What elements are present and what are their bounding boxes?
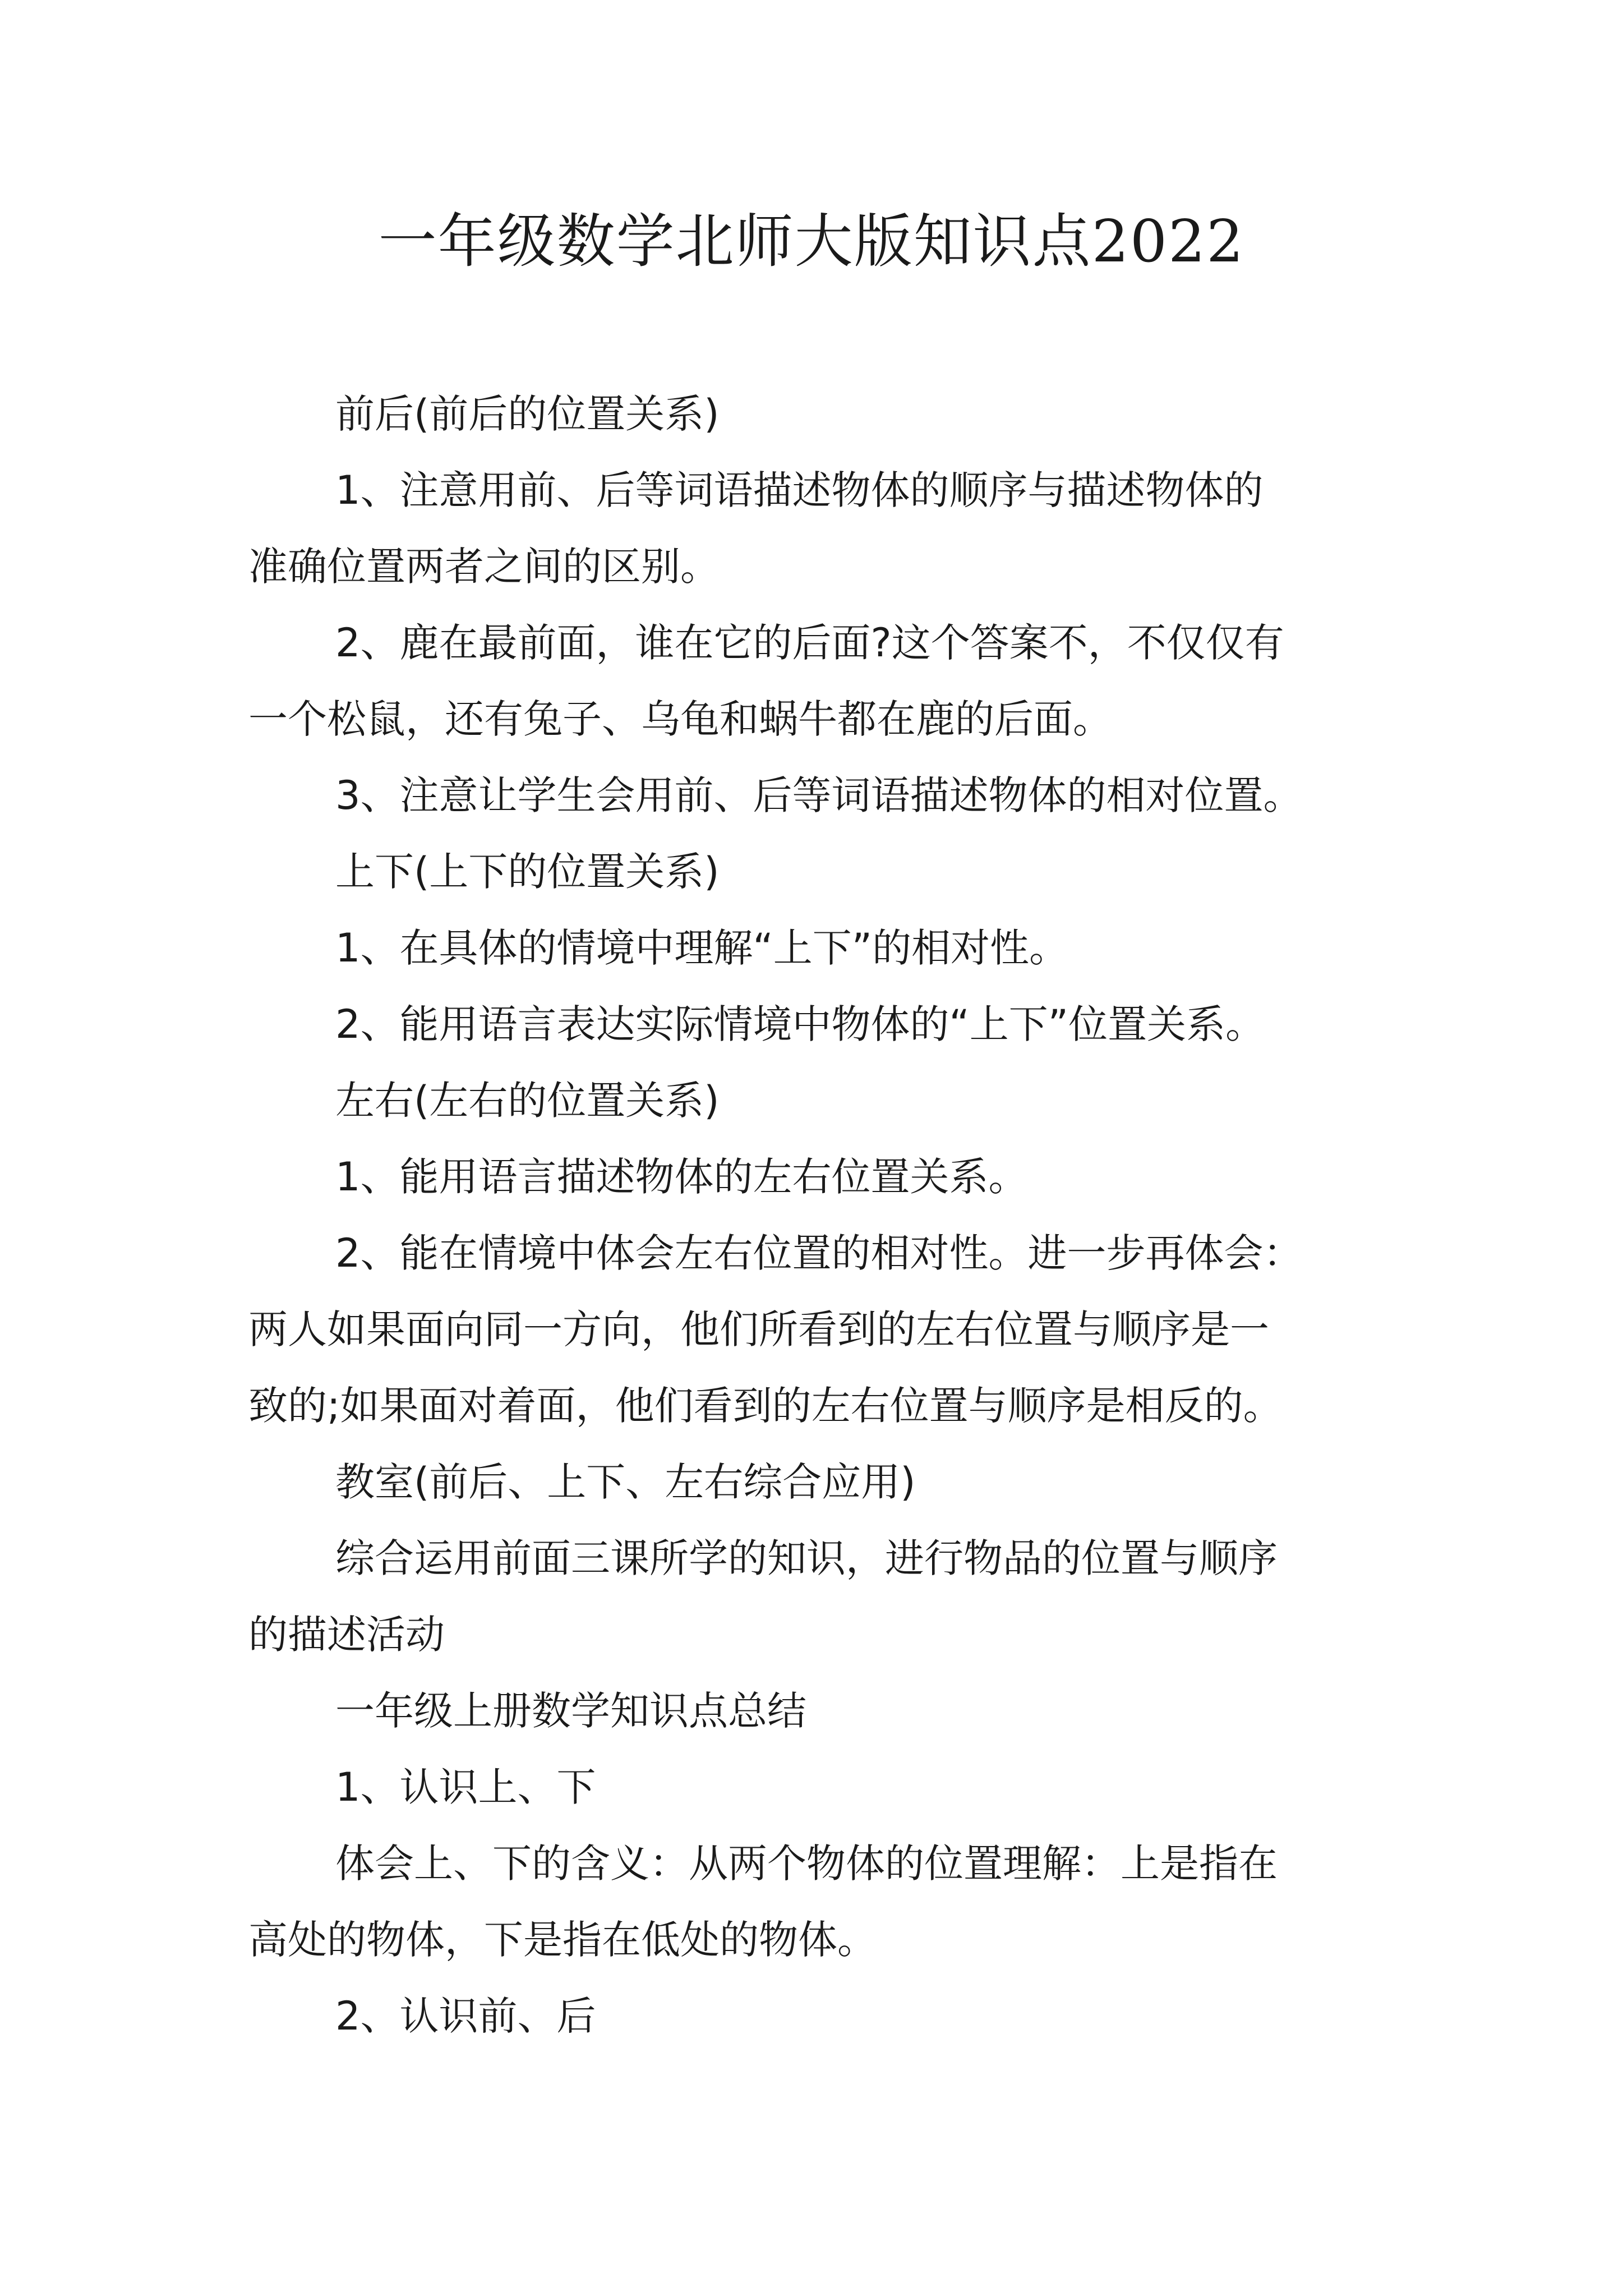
paragraph-line: 的描述活动 <box>248 1612 445 1658</box>
paragraph-line: 2、能用语言表达实际情境中物体的“上下”位置关系。 <box>335 1001 1265 1047</box>
paragraph-line: 1、能用语言描述物体的左右位置关系。 <box>335 1154 1028 1200</box>
paragraph-line: 致的;如果面对着面，他们看到的左右位置与顺序是相反的。 <box>248 1383 1283 1429</box>
paragraph-line: 综合运用前面三课所学的知识，进行物品的位置与顺序 <box>335 1535 1278 1581</box>
section-heading-front-back: 前后(前后的位置关系) <box>335 391 720 437</box>
document-title: 一年级数学北师大版知识点2022 <box>378 207 1245 275</box>
section-heading-up-down: 上下(上下的位置关系) <box>335 849 720 895</box>
paragraph-line: 2、鹿在最前面，谁在它的后面?这个答案不，不仅仅有 <box>335 620 1284 666</box>
paragraph-line: 准确位置两者之间的区别。 <box>248 544 720 590</box>
paragraph-line: 2、认识前、后 <box>335 1993 596 2039</box>
paragraph-line: 高处的物体，下是指在低处的物体。 <box>248 1917 877 1963</box>
section-heading-left-right: 左右(左右的位置关系) <box>335 1078 720 1124</box>
paragraph-line: 2、能在情境中体会左右位置的相对性。进一步再体会： <box>335 1230 1303 1276</box>
paragraph-line: 一个松鼠，还有兔子、乌龟和蜗牛都在鹿的后面。 <box>248 696 1112 742</box>
paragraph-line: 体会上、下的含义：从两个物体的位置理解：上是指在 <box>335 1841 1278 1887</box>
paragraph-line: 3、注意让学生会用前、后等词语描述物体的相对位置。 <box>335 772 1303 818</box>
paragraph-line: 1、在具体的情境中理解“上下”的相对性。 <box>335 925 1069 971</box>
paragraph-line: 1、注意用前、后等词语描述物体的顺序与描述物体的 <box>335 467 1264 513</box>
section-heading-summary: 一年级上册数学知识点总结 <box>335 1688 806 1734</box>
section-heading-classroom: 教室(前后、上下、左右综合应用) <box>335 1459 916 1505</box>
paragraph-line: 两人如果面向同一方向，他们所看到的左右位置与顺序是一 <box>248 1306 1269 1352</box>
paragraph-line: 1、认识上、下 <box>335 1764 596 1810</box>
